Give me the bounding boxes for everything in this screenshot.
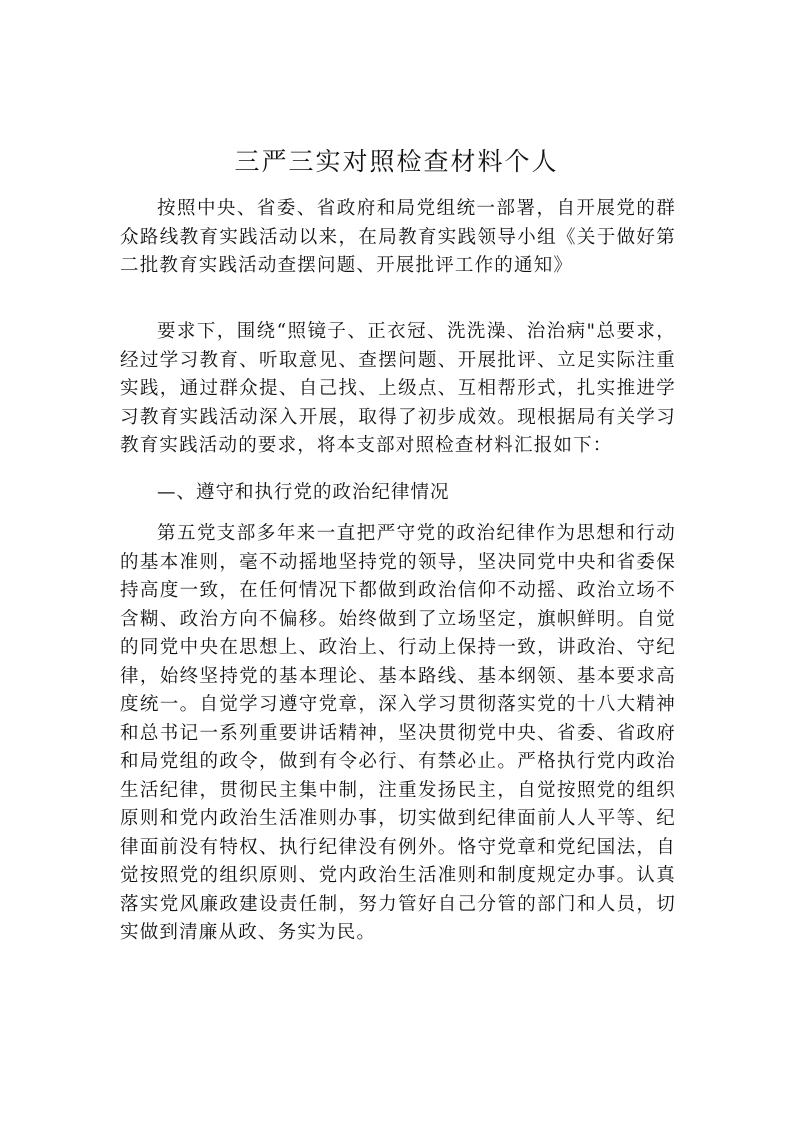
- paragraph-intro: 按照中央、省委、省政府和局党组统一部署，自开展党的群众路线教育实践活动以来，在局教育实践领导小组《关于做好第二批教育实践活动查摆问题、开展批评工作的通知》: [120, 198, 676, 276]
- section-heading-political-discipline: —、遵守和执行党的政治纪律情况: [157, 482, 450, 503]
- paragraph-requirements: 要求下，围绕“照镜子、正衣冠、洗洗澡、治治病"总要求，经过学习教育、听取意见、查摆问题、开展批评、立足实际注重实践，通过群众提、自己找、上级点、互相帮形式，扎实推进学习教育实践活动深入开展，取得了初步成效。现根据局有关学习教育实践活动的要求，将本支部对照检查材料汇报如下：: [120, 321, 676, 456]
- document-title: 三严三实对照检查材料个人: [234, 147, 559, 176]
- paragraph-political-discipline: 第五党支部多年来一直把严守党的政治纪律作为思想和行动的基本准则，毫不动摇地坚持党的领导，坚决同党中央和省委保持高度一致，在任何情况下都做到政治信仰不动摇、政治立场不含糊、政治方向不偏移。始终做到了立场坚定，旗帜鲜明。自觉的同党中央在思想上、政治上、行动上保持一致，讲政治、守纪律，始终坚持党的基本理论、基本路线、基本纲领、基本要求高度统一。自觉学习遵守党章，深入学习贯彻落实党的十八大精神和总书记一系列重要讲话精神，坚决贯彻党中央、省委、省政府和局党组的政令，做到有令必行、有禁必止。严格执行党内政治生活纪律，贯彻民主集中制，注重发扬民主，自觉按照党的组织原则和党内政治生活准则办事，切实做到纪律面前人人平等、纪律面前没有特权、执行纪律没有例外。恪守党章和党纪国法，自觉按照党的组织原则、党内政治生活准则和制度规定办事。认真落实党风廉政建设责任制，努力管好自己分管的部门和人员，切实做到清廉从政、务实为民。: [120, 523, 676, 943]
